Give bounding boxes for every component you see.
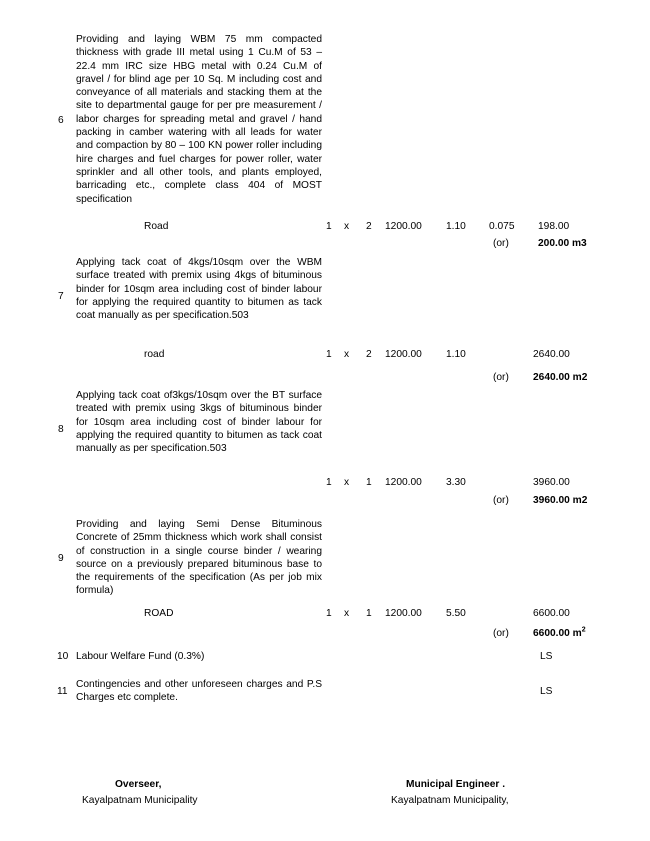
total-quantity: 3960.00 m2 (533, 495, 588, 506)
times: x (344, 221, 350, 232)
row-label: Road (144, 221, 169, 232)
quantity: 6600.00 (533, 608, 570, 619)
item-number: 7 (58, 291, 64, 302)
item-number: 10 (57, 651, 69, 662)
row-label: road (144, 349, 165, 360)
signature-org: Kayalpatnam Municipality (82, 795, 198, 806)
multiplier: 2 (366, 349, 372, 360)
multiplier: 1 (366, 477, 372, 488)
or-label: (or) (493, 495, 509, 506)
item-description: Labour Welfare Fund (0.3%) (76, 651, 205, 662)
signature-title: Municipal Engineer . (406, 779, 506, 790)
quantity: LS (540, 686, 553, 697)
signature-title: Overseer, (115, 779, 162, 790)
total-quantity: 200.00 m3 (538, 238, 587, 249)
nos: 1 (326, 349, 332, 360)
total-quantity (533, 627, 586, 640)
quantity: 198.00 (538, 221, 570, 232)
quantity: 3960.00 (533, 477, 570, 488)
length: 1200.00 (385, 349, 422, 360)
quantity: 2640.00 (533, 349, 570, 360)
multiplier: 1 (366, 608, 372, 619)
times: x (344, 349, 350, 360)
item-description: Applying tack coat of3kgs/10sqm over the BT surface treated with premix using 3kgs of bituminous binder for 10sqm area including cost of binder labour for applying the required quantity to bitumen as tack coat manually as per specification.503 (76, 390, 322, 455)
length: 1200.00 (385, 221, 422, 232)
length: 1200.00 (385, 608, 422, 619)
times: x (344, 608, 350, 619)
item-description: Providing and laying WBM 75 mm compacted thickness with grade III metal using 1 Cu.M of 53 – 22.4 mm IRC size HBG metal with 0.24 Cu.M of gravel / for blind age per 10 Sq. M including cost and conveyance of all materials and stacking them at the site to departmental gauge for per pre measurement / labor charges for spreading metal and gravel / hand packing in camber watering with all leads for water and compaction by 80 – 100 KN power roller including hire charges and fuel charges for power roller, water sprinkler and all other tools, and plants employed, barricading etc., complete class 404 of MOST specification (76, 34, 322, 205)
breadth: 5.50 (446, 608, 466, 619)
times: x (344, 477, 350, 488)
total-value: 6600.00 m (533, 628, 582, 639)
item-number: 6 (58, 115, 64, 126)
breadth: 1.10 (446, 221, 466, 232)
nos: 1 (326, 608, 332, 619)
unit-superscript: 2 (581, 626, 586, 634)
item-description: Providing and laying Semi Dense Bituminous Concrete of 25mm thickness which work shall consist of construction in a single course binder / wearing source on a previously prepared bituminous base to the requirements of the specification (As per job mix formula) (76, 519, 322, 597)
item-number: 11 (57, 686, 68, 697)
nos: 1 (326, 477, 332, 488)
depth: 0.075 (489, 221, 515, 232)
item-number: 9 (58, 553, 64, 564)
or-label: (or) (493, 372, 509, 383)
row-label: ROAD (144, 608, 174, 619)
or-label: (or) (493, 628, 509, 639)
multiplier: 2 (366, 221, 372, 232)
total-quantity: 2640.00 m2 (533, 372, 588, 383)
signature-org: Kayalpatnam Municipality, (391, 795, 509, 806)
breadth: 3.30 (446, 477, 466, 488)
or-label: (or) (493, 238, 509, 249)
breadth: 1.10 (446, 349, 466, 360)
item-description: Contingencies and other unforeseen charges and P.S Charges etc complete. (76, 679, 322, 704)
length: 1200.00 (385, 477, 422, 488)
quantity: LS (540, 651, 553, 662)
item-number: 8 (58, 424, 64, 435)
item-description: Applying tack coat of 4kgs/10sqm over the WBM surface treated with premix using 4kgs of bituminous binder for 10sqm area including cost of binder labour for applying the required quantity to bitumen as tack coat manually as per specification.503 (76, 257, 322, 322)
nos: 1 (326, 221, 332, 232)
